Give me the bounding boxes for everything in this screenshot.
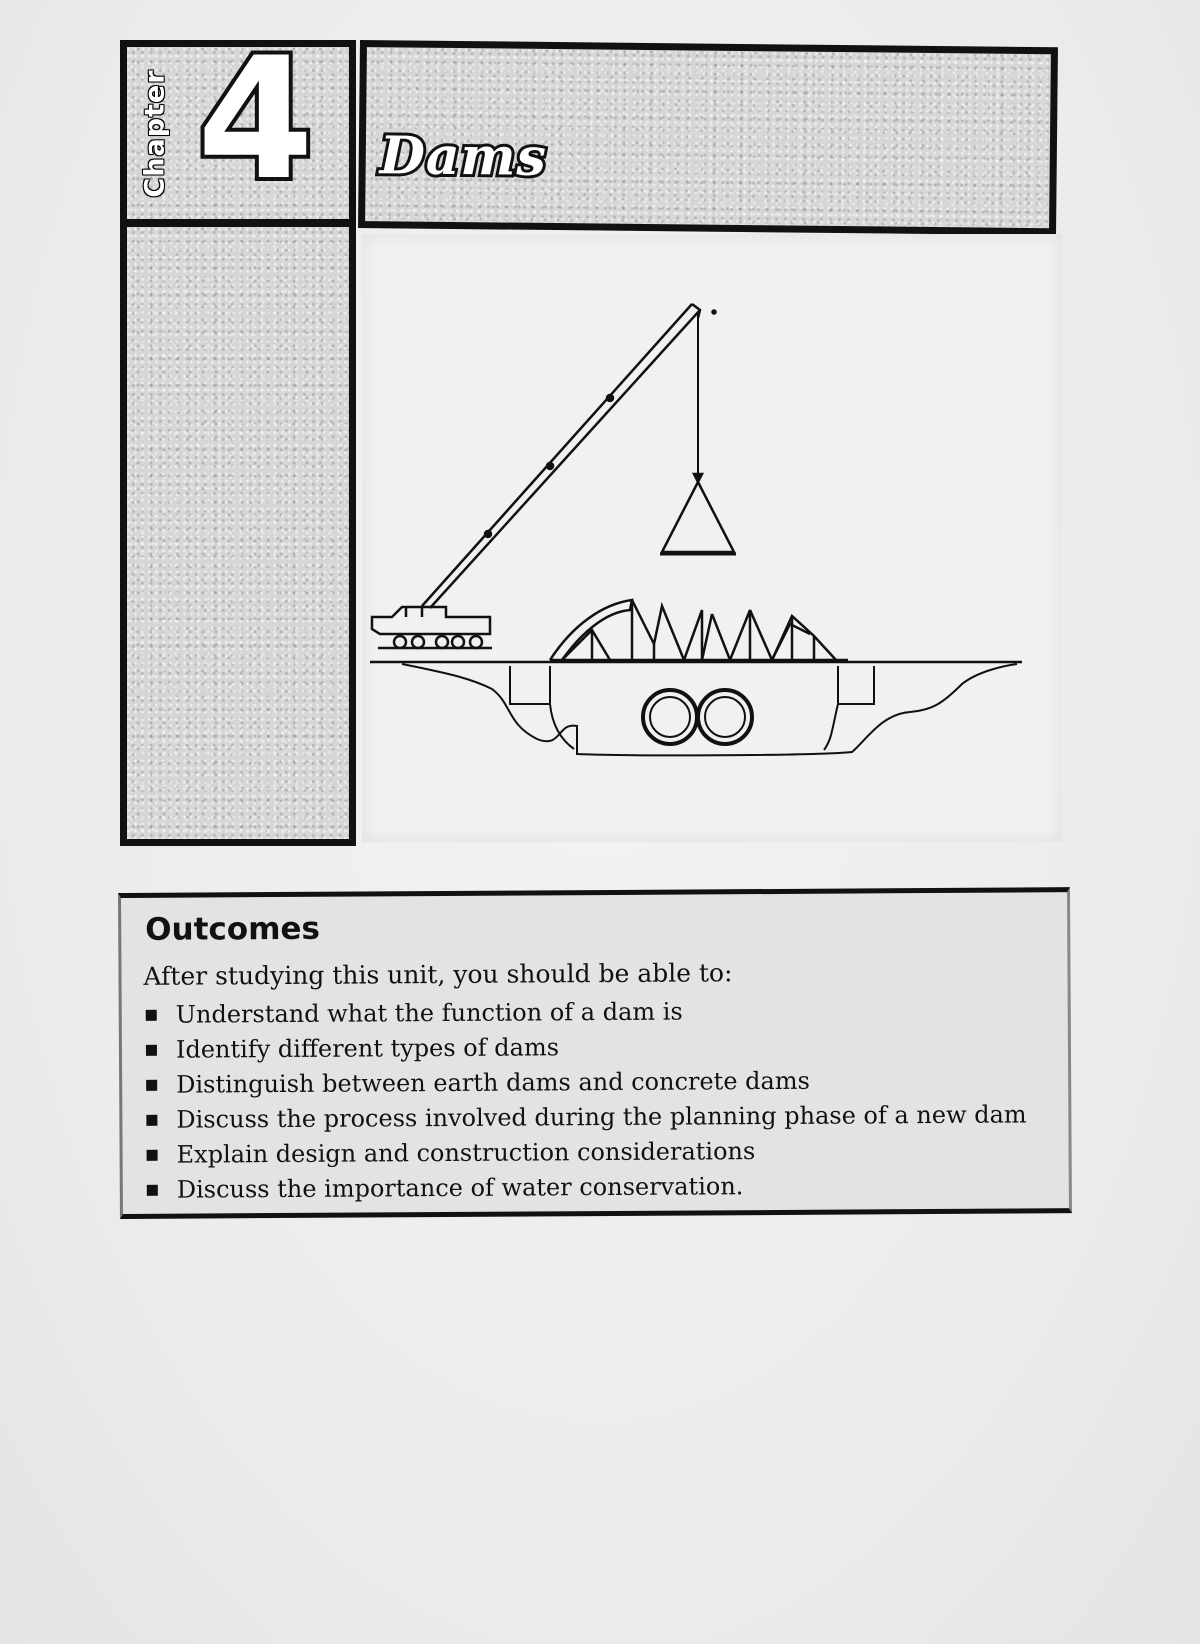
excavation-outline — [402, 664, 1017, 755]
outcome-text: Distinguish between earth dams and concrete dams — [176, 1066, 810, 1099]
chapter-title-box — [358, 40, 1058, 235]
outcome-item — [142, 1027, 1026, 1067]
side-panel — [120, 220, 356, 846]
outcomes-list — [142, 992, 1028, 1207]
culvert-pipes-icon — [643, 690, 752, 744]
outcome-item — [142, 1132, 1026, 1172]
outcome-item — [143, 1167, 1027, 1207]
chapter-title: Dams — [379, 125, 548, 188]
bullet-icon — [147, 1185, 158, 1196]
bullet-icon — [146, 1045, 157, 1056]
outcome-text: Understand what the function of a dam is — [175, 997, 683, 1029]
bullet-icon — [146, 1010, 157, 1021]
outcomes-heading: Outcomes — [145, 910, 321, 948]
outcome-text: Discuss the importance of water conservation. — [176, 1172, 744, 1204]
chapter-label-text: Chapter — [139, 68, 171, 198]
dam-construction-illustration — [362, 234, 1062, 842]
bullet-icon — [146, 1080, 157, 1091]
channel-wall — [550, 666, 574, 749]
bullet-icon — [146, 1115, 157, 1126]
outcome-text: Identify different types of dams — [175, 1033, 560, 1064]
truss-bridge-icon — [550, 600, 848, 660]
crane-icon — [372, 304, 736, 648]
chapter-number: 4 — [197, 21, 314, 217]
right-abutment — [838, 666, 874, 704]
outcome-text: Discuss the process involved during the planning phase of a new dam — [176, 1100, 1027, 1134]
outcomes-box — [118, 887, 1072, 1219]
outcome-item — [142, 1097, 1026, 1137]
outcomes-intro: After studying this unit, you should be able to: — [143, 958, 733, 991]
left-abutment — [510, 666, 550, 704]
outcome-item — [142, 1062, 1026, 1102]
chapter-label — [133, 53, 177, 213]
chapter-box — [120, 21, 356, 226]
bullet-icon — [147, 1150, 158, 1161]
outcome-text: Explain design and construction considerations — [176, 1137, 756, 1169]
outcome-item — [142, 992, 1026, 1032]
illustration-panel — [362, 234, 1062, 842]
